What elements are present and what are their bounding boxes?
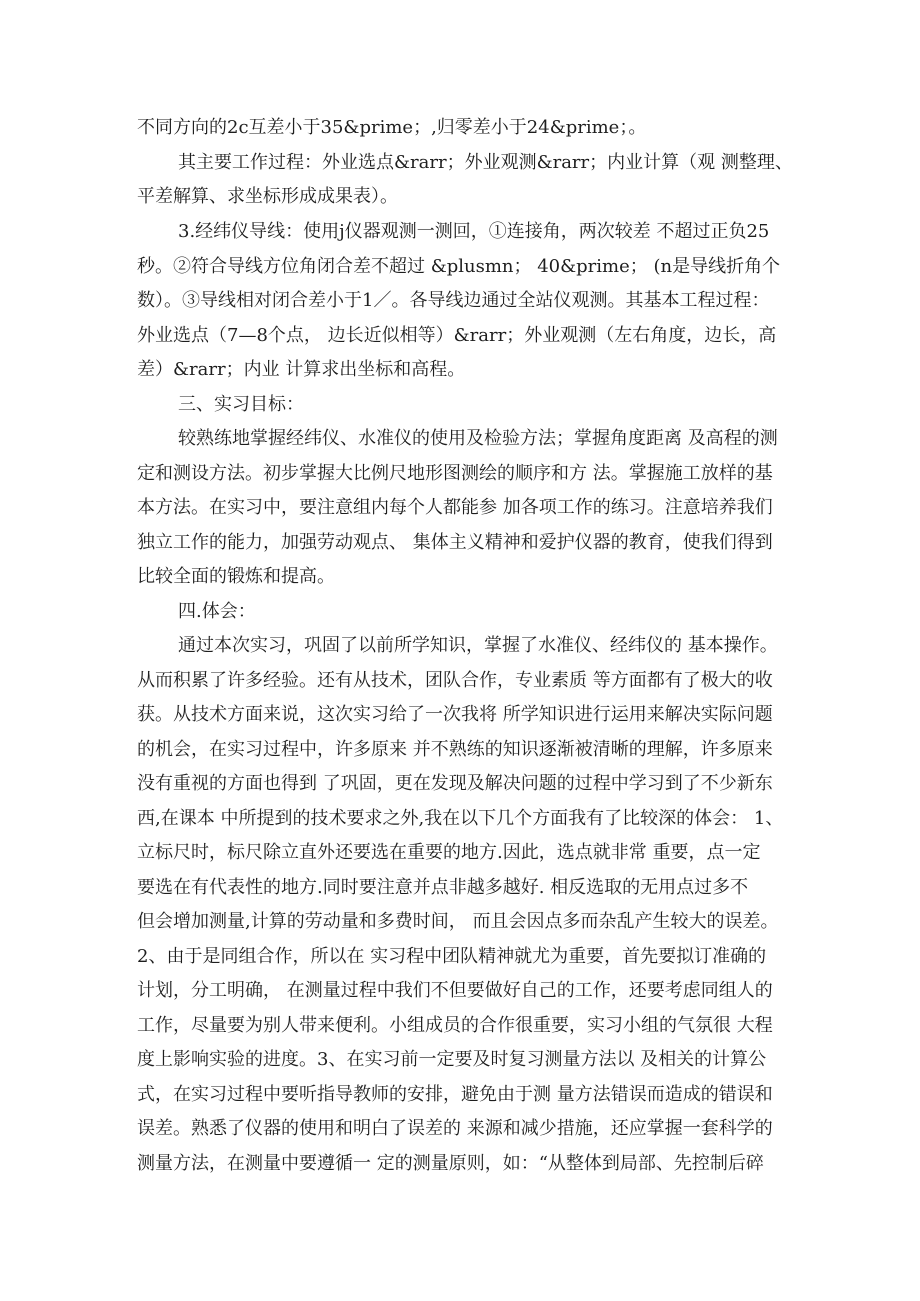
text-line: 3.经纬仪导线：使用j仪器观测一测回，①连接角，两次较差 不超过正负25 xyxy=(178,221,770,242)
text-line: 工作，尽量要为别人带来便利。小组成员的合作很重要，实习小组的气氛很 大程 xyxy=(137,1015,773,1036)
text-line: 从而积累了许多经验。还有从技术，团队合作，专业素质 等方面都有了极大的收 xyxy=(137,670,773,691)
text-line: 较熟练地掌握经纬仪、水准仪的使用及检验方法；掌握角度距离 及高程的测 xyxy=(178,428,778,449)
text-line: 要选在有代表性的地方.同时要注意并点非越多越好. 相反选取的无用点过多不 xyxy=(137,877,749,898)
text-line: 2、由于是同组合作，所以在 实习程中团队精神就尤为重要，首先要拟订准确的 xyxy=(137,946,767,967)
text-line: 获。从技术方面来说，这次实习给了一次我将 所学知识进行运用来解决实际问题 xyxy=(137,704,773,725)
text-line: 平差解算、求坐标形成成果表）。 xyxy=(137,186,398,207)
text-line: 测量方法，在测量中要遵循一 定的测量原则，如：“从整体到局部、先控制后碎 xyxy=(137,1153,764,1174)
text-line: 没有重视的方面也得到 了巩固，更在发现及解决问题的过程中学习到了不少新东 xyxy=(137,773,773,794)
text-line: 但会增加测量,计算的劳动量和多费时间， 而且会因点多而杂乱产生较大的误差。 xyxy=(137,911,779,932)
text-line: 外业选点（7—8个点， 边长近似相等）&rarr；外业观测（左右角度，边长，高 xyxy=(137,325,777,346)
text-line: 通过本次实习，巩固了以前所学知识，掌握了水准仪、经纬仪的 基本操作。 xyxy=(178,635,778,656)
text-line: 数）。③导线相对闭合差小于1／。各导线边通过全站仪观测。其基本工程过程： xyxy=(137,290,770,311)
text-line: 误差。熟悉了仪器的使用和明白了误差的 来源和减少措施，还应掌握一套科学的 xyxy=(137,1118,773,1139)
text-line: 不同方向的2c互差小于35&prime；,归零差小于24&prime；。 xyxy=(137,117,647,138)
text-line: 西,在课本 中所提到的技术要求之外,我在以下几个方面我有了比较深的体会： 1、 xyxy=(137,808,784,829)
section-heading: 四.体会： xyxy=(178,601,256,622)
text-line: 秒。②符合导线方位角闭合差不超过 &plusmn； 40&prime； (n是导线折角个 xyxy=(137,256,781,277)
text-line: 独立工作的能力，加强劳动观点、 集体主义精神和爱护仪器的教育，使我们得到 xyxy=(137,532,773,553)
text-line: 度上影响实验的进度。3、在实习前一定要及时复习测量方法以 及相关的计算公 xyxy=(137,1049,767,1070)
text-line: 立标尺时，标尺除立直外还要选在重要的地方.因此，选点就非常 重要，点一定 xyxy=(137,842,761,863)
text-line: 差）&rarr；内业 计算求出坐标和高程。 xyxy=(137,359,466,380)
text-line: 本方法。在实习中，要注意组内每个人都能参 加各项工作的练习。注意培养我们 xyxy=(137,497,773,518)
text-line: 比较全面的锻炼和提高。 xyxy=(137,566,335,587)
section-heading: 三、实习目标： xyxy=(178,394,304,415)
text-line: 其主要工作过程：外业选点&rarr；外业观测&rarr；内业计算（观 测整理、 xyxy=(178,152,793,173)
text-line: 的机会，在实习过程中，许多原来 并不熟练的知识逐渐被清晰的理解，许多原来 xyxy=(137,739,773,760)
text-line: 计划，分工明确， 在测量过程中我们不但要做好自己的工作，还要考虑同组人的 xyxy=(137,980,773,1001)
text-line: 定和测设方法。初步掌握大比例尺地形图测绘的顺序和方 法。掌握施工放样的基 xyxy=(137,463,773,484)
text-line: 式，在实习过程中要听指导教师的安排，避免由于测 量方法错误而造成的错误和 xyxy=(137,1084,773,1105)
